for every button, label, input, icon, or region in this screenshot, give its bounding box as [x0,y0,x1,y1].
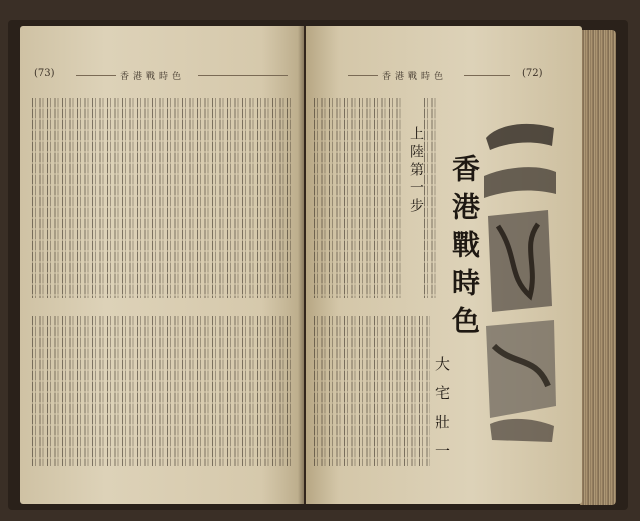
header-rule [198,75,288,76]
author-name: 大宅壯一 [433,356,451,472]
section-heading: 上陸第一步 [408,126,424,216]
right-running-head: 香港戰時色 [382,72,448,82]
right-lower-text-block [314,316,430,466]
calligraphy-illustration [478,106,560,446]
left-running-head: 香港戰時色 [120,72,186,82]
right-upper-text-block [314,98,404,298]
right-page-number: (72) [522,68,543,79]
article-title: 香港戰時色 [448,154,481,344]
left-page [20,26,304,504]
header-rule [348,75,378,76]
right-page [306,26,582,504]
left-upper-text-block [32,98,294,298]
right-upper-text-line [424,98,438,298]
header-rule [464,75,510,76]
page-edges [580,30,616,505]
left-lower-text-block [32,316,294,466]
left-page-number: (73) [34,68,55,79]
header-rule [76,75,116,76]
